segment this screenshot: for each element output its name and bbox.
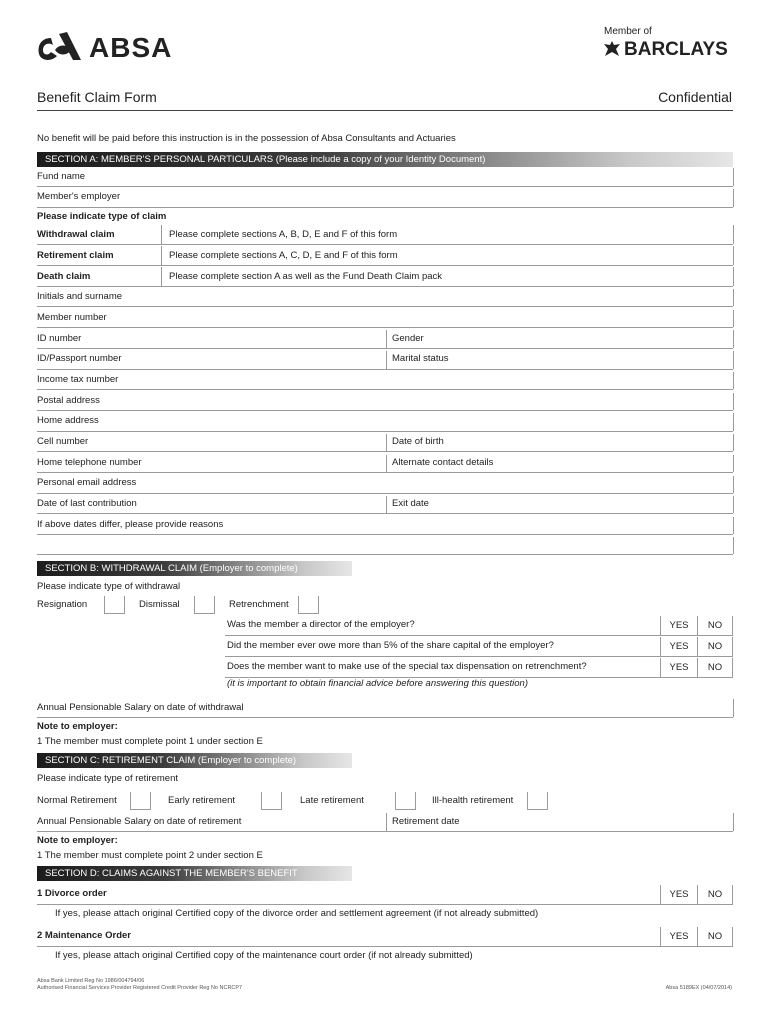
tax-number-label: Income tax number bbox=[37, 374, 119, 385]
row-rule bbox=[37, 904, 733, 905]
withdrawal-claim-desc: Please complete sections A, B, D, E and F of this form bbox=[169, 229, 398, 240]
share-question: Did the member ever owe more than 5% of the share capital of the employer? bbox=[227, 640, 554, 651]
split-rule bbox=[386, 813, 387, 831]
notice-text: No benefit will be paid before this instruction is in the possession of Absa Consultants and Actuaries bbox=[37, 133, 456, 144]
retirement-claim-checkbox[interactable] bbox=[161, 246, 162, 265]
row-rule bbox=[37, 946, 733, 947]
passport-label: ID/Passport number bbox=[37, 353, 122, 364]
cell-number-label: Cell number bbox=[37, 436, 89, 447]
field-edge bbox=[733, 537, 734, 554]
share-no[interactable]: NO bbox=[697, 637, 733, 656]
withdrawal-salary-label: Annual Pensionable Salary on date of withdrawal bbox=[37, 702, 244, 713]
claim-type-label: Please indicate type of claim bbox=[37, 211, 167, 222]
field-edge bbox=[733, 330, 734, 348]
last-contribution-field[interactable] bbox=[37, 513, 733, 514]
member-of-label: Member of bbox=[604, 26, 652, 37]
split-rule bbox=[386, 496, 387, 513]
resignation-checkbox[interactable] bbox=[104, 596, 125, 614]
field-edge bbox=[733, 434, 734, 451]
note-to-employer-c: 1 The member must complete point 2 under section E bbox=[37, 850, 263, 861]
confidential-label: Confidential bbox=[658, 89, 732, 105]
section-c-header: SECTION C: RETIREMENT CLAIM (Employer to complete) bbox=[37, 753, 352, 768]
member-number-label: Member number bbox=[37, 312, 107, 323]
dismissal-checkbox[interactable] bbox=[194, 596, 215, 614]
note-to-employer-b: 1 The member must complete point 1 under section E bbox=[37, 736, 263, 747]
ill-health-label: Ill-health retirement bbox=[432, 795, 514, 806]
email-label: Personal email address bbox=[37, 477, 137, 488]
retrenchment-label: Retrenchment bbox=[229, 599, 289, 610]
field-edge bbox=[733, 496, 734, 513]
id-number-label: ID number bbox=[37, 333, 82, 344]
barclays-text: BARCLAYS bbox=[624, 39, 728, 60]
field-edge bbox=[733, 351, 734, 369]
dates-differ-field[interactable] bbox=[37, 534, 733, 535]
footer-fsp-line: Authorised Financial Services Provider Registered Credit Provider Reg No NCRCP7 bbox=[37, 985, 243, 991]
tax-dispensation-yes[interactable]: YES bbox=[660, 658, 697, 677]
initials-label: Initials and surname bbox=[37, 291, 123, 302]
field-edge bbox=[733, 289, 734, 306]
home-tel-field[interactable] bbox=[37, 472, 733, 473]
absa-logo-icon bbox=[37, 30, 89, 64]
director-question: Was the member a director of the employer? bbox=[227, 619, 415, 630]
death-claim-desc: Please complete section A as well as the Fund Death Claim pack bbox=[169, 271, 443, 282]
eagle-icon bbox=[603, 40, 621, 58]
section-b-header: SECTION B: WITHDRAWAL CLAIM (Employer to complete) bbox=[37, 561, 352, 576]
normal-retirement-label: Normal Retirement bbox=[37, 795, 117, 806]
field-edge bbox=[733, 699, 734, 717]
home-address-field[interactable] bbox=[37, 431, 733, 432]
footer-form-code: Absa 5189EX (04/07/2014) bbox=[665, 985, 732, 991]
split-rule bbox=[386, 455, 387, 472]
postal-address-field[interactable] bbox=[37, 410, 733, 411]
retirement-date-label: Retirement date bbox=[392, 816, 460, 827]
retirement-salary-label: Annual Pensionable Salary on date of retirement bbox=[37, 816, 242, 827]
gender-label: Gender bbox=[392, 333, 424, 344]
maintenance-yes[interactable]: YES bbox=[660, 927, 697, 946]
footer-reg-line: Absa Bank Limited Reg No 1986/004794/06 bbox=[37, 978, 145, 984]
tax-number-field[interactable] bbox=[37, 389, 733, 390]
row-rule bbox=[37, 265, 733, 266]
section-d-header: SECTION D: CLAIMS AGAINST THE MEMBER'S BENEFIT bbox=[37, 866, 352, 881]
field-edge bbox=[733, 393, 734, 410]
share-yes[interactable]: YES bbox=[660, 637, 697, 656]
normal-retirement-checkbox[interactable] bbox=[130, 792, 151, 810]
late-retirement-label: Late retirement bbox=[300, 795, 364, 806]
exit-date-label: Exit date bbox=[392, 498, 429, 509]
id-number-field[interactable] bbox=[37, 348, 733, 349]
maintenance-note: If yes, please attach original Certified copy of the maintenance court order (if not already submitted) bbox=[55, 950, 473, 961]
maintenance-order-label: 2 Maintenance Order bbox=[37, 930, 131, 941]
row-rule bbox=[37, 286, 733, 287]
late-retirement-checkbox[interactable] bbox=[395, 792, 416, 810]
postal-address-label: Postal address bbox=[37, 395, 100, 406]
death-claim-checkbox[interactable] bbox=[161, 267, 162, 286]
retrenchment-checkbox[interactable] bbox=[298, 596, 319, 614]
field-edge bbox=[733, 813, 734, 831]
field-edge bbox=[733, 310, 734, 327]
last-contribution-label: Date of last contribution bbox=[37, 498, 137, 509]
reasons-field[interactable] bbox=[37, 554, 733, 555]
employer-field[interactable] bbox=[37, 207, 733, 208]
divorce-note: If yes, please attach original Certified copy of the divorce order and settlement agreement (if not already submitted) bbox=[55, 908, 539, 919]
field-edge bbox=[733, 455, 734, 472]
dates-differ-label: If above dates differ, please provide reasons bbox=[37, 519, 224, 530]
split-rule bbox=[386, 351, 387, 369]
divorce-order-label: 1 Divorce order bbox=[37, 888, 107, 899]
email-field[interactable] bbox=[37, 493, 733, 494]
tax-dispensation-question: Does the member want to make use of the special tax dispensation on retrenchment? bbox=[227, 661, 587, 672]
early-retirement-label: Early retirement bbox=[168, 795, 236, 806]
dob-label: Date of birth bbox=[392, 436, 444, 447]
early-retirement-checkbox[interactable] bbox=[261, 792, 282, 810]
note-to-employer-b-title: Note to employer: bbox=[37, 721, 118, 732]
home-tel-label: Home telephone number bbox=[37, 457, 142, 468]
death-claim-label: Death claim bbox=[37, 271, 91, 282]
resignation-label: Resignation bbox=[37, 599, 88, 610]
field-edge bbox=[733, 267, 734, 286]
member-number-field[interactable] bbox=[37, 327, 733, 328]
field-edge bbox=[733, 517, 734, 534]
form-title: Benefit Claim Form bbox=[37, 89, 157, 105]
maintenance-no[interactable]: NO bbox=[697, 927, 733, 946]
field-edge bbox=[733, 372, 734, 389]
field-edge bbox=[733, 225, 734, 244]
initials-field[interactable] bbox=[37, 306, 733, 307]
withdrawal-salary-field[interactable] bbox=[37, 717, 733, 718]
alt-contact-label: Alternate contact details bbox=[392, 457, 494, 468]
tax-dispensation-no[interactable]: NO bbox=[697, 658, 733, 677]
row-rule bbox=[225, 656, 733, 657]
split-rule bbox=[386, 330, 387, 348]
note-to-employer-c-title: Note to employer: bbox=[37, 835, 118, 846]
barclays-logo bbox=[603, 38, 733, 60]
absa-logo-text: ABSA bbox=[89, 32, 173, 63]
fund-name-field[interactable] bbox=[37, 186, 733, 187]
absa-logo bbox=[37, 28, 197, 64]
retirement-salary-field[interactable] bbox=[37, 831, 733, 832]
ill-health-checkbox[interactable] bbox=[527, 792, 548, 810]
director-yes[interactable]: YES bbox=[660, 616, 697, 635]
retirement-claim-desc: Please complete sections A, C, D, E and F of this form bbox=[169, 250, 398, 261]
section-a-header: SECTION A: MEMBER'S PERSONAL PARTICULARS (Please include a copy of your Identity Document) bbox=[37, 152, 733, 167]
withdrawal-claim-label: Withdrawal claim bbox=[37, 229, 115, 240]
cell-number-field[interactable] bbox=[37, 451, 733, 452]
title-rule bbox=[37, 110, 733, 111]
field-edge bbox=[733, 189, 734, 207]
divorce-yes[interactable]: YES bbox=[660, 885, 697, 904]
director-no[interactable]: NO bbox=[697, 616, 733, 635]
row-rule bbox=[37, 244, 733, 245]
financial-advice-note: (it is important to obtain financial advice before answering this question) bbox=[227, 678, 528, 689]
dismissal-label: Dismissal bbox=[139, 599, 180, 610]
withdrawal-claim-checkbox[interactable] bbox=[161, 225, 162, 244]
retirement-claim-label: Retirement claim bbox=[37, 250, 114, 261]
field-edge bbox=[733, 413, 734, 431]
withdrawal-type-label: Please indicate type of withdrawal bbox=[37, 581, 181, 592]
passport-field[interactable] bbox=[37, 369, 733, 370]
marital-status-label: Marital status bbox=[392, 353, 449, 364]
home-address-label: Home address bbox=[37, 415, 99, 426]
field-edge bbox=[733, 476, 734, 493]
row-rule bbox=[225, 635, 733, 636]
divorce-no[interactable]: NO bbox=[697, 885, 733, 904]
split-rule bbox=[386, 434, 387, 451]
retirement-type-label: Please indicate type of retirement bbox=[37, 773, 178, 784]
employer-label: Member's employer bbox=[37, 191, 121, 202]
field-edge bbox=[733, 168, 734, 186]
fund-name-label: Fund name bbox=[37, 171, 86, 182]
field-edge bbox=[733, 246, 734, 265]
